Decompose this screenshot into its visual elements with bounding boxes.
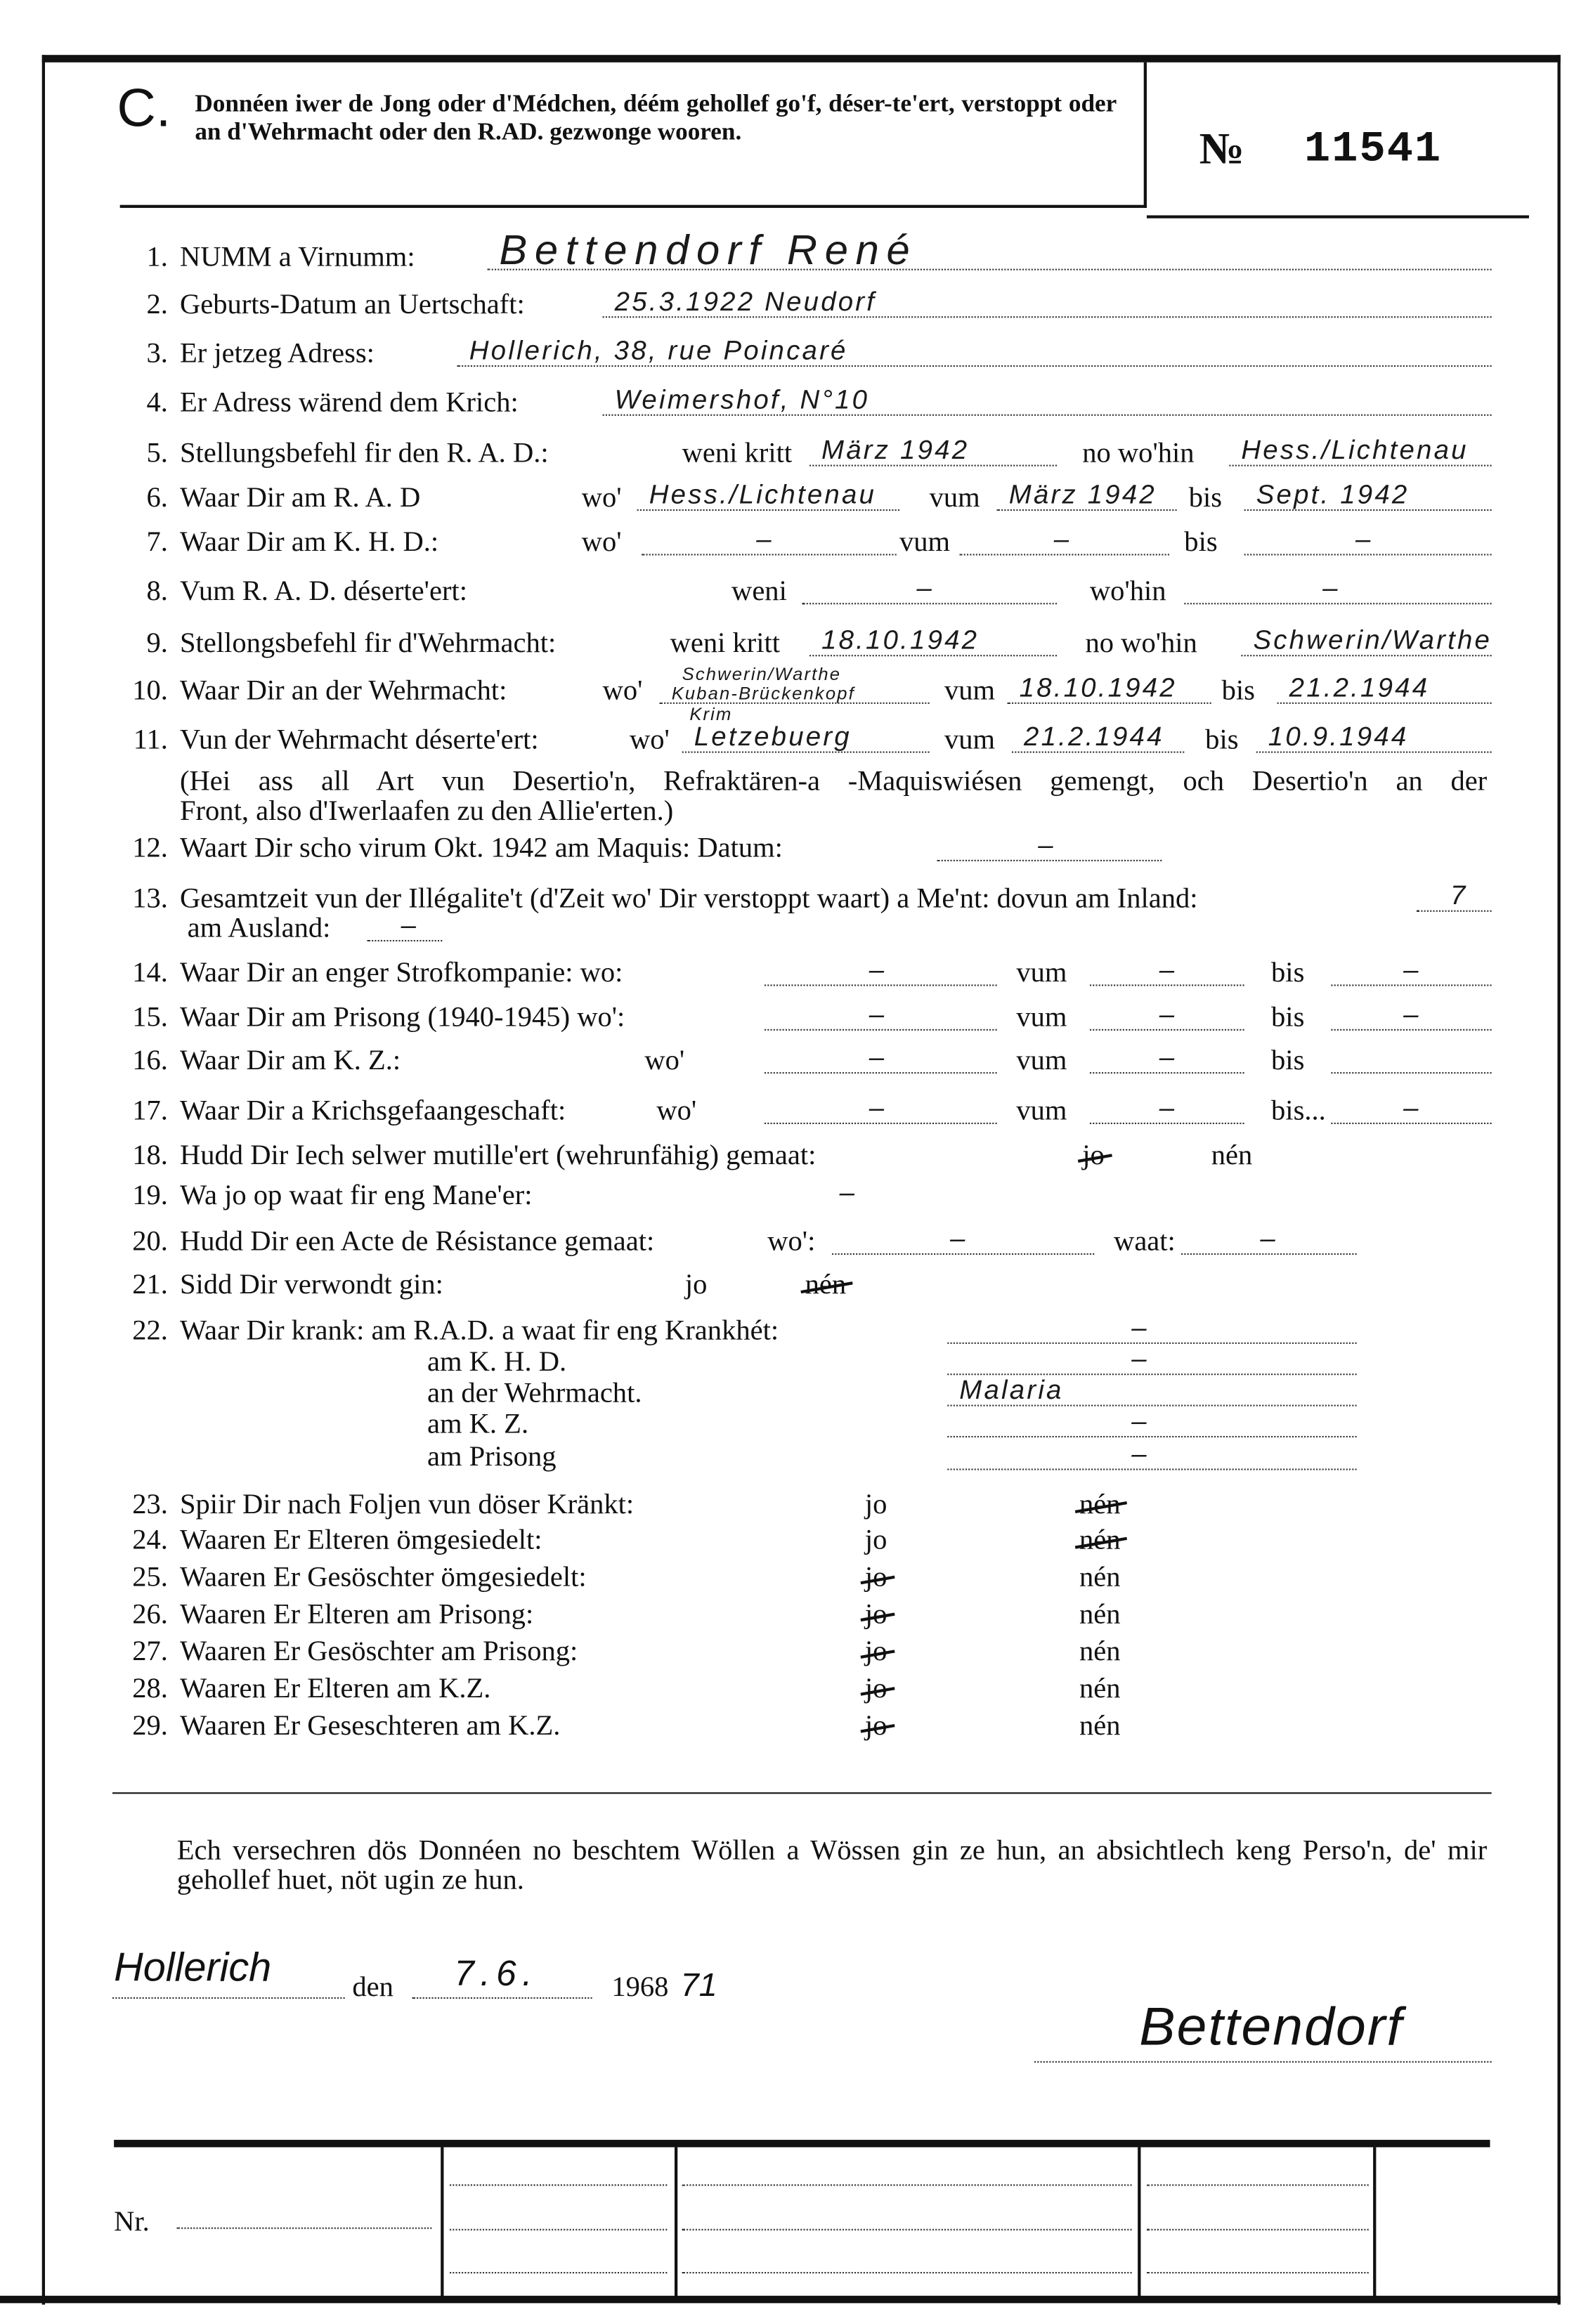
question-label: Waar Dir am K. H. D.:	[179, 527, 439, 559]
handwritten-answer: –	[869, 999, 887, 1029]
question-number: 29.	[132, 1710, 168, 1742]
handwritten-answer: –	[1131, 1312, 1149, 1343]
handwritten-answer: Schwerin/Warthe	[1253, 625, 1492, 655]
field-keyword: bis	[1271, 1045, 1305, 1077]
question-number: 24.	[132, 1525, 168, 1557]
question-label: am Prisong	[427, 1442, 557, 1473]
question-label: Spiir Dir nach Foljen vun döser Kränkt:	[179, 1489, 635, 1521]
year-handwritten: 71	[680, 1966, 717, 2004]
answer-field	[1181, 1253, 1357, 1255]
frame-top	[42, 55, 1561, 63]
question-number: 20.	[132, 1226, 168, 1258]
handwritten-answer: März 1942	[1008, 479, 1157, 509]
field-keyword: vum	[1016, 958, 1067, 989]
question-row	[0, 880, 1574, 917]
year-printed: 1968	[611, 1971, 669, 2004]
field-keyword: vum	[1016, 1045, 1067, 1077]
question-row	[0, 830, 1574, 866]
question-number: 25.	[132, 1562, 168, 1593]
question-label: Wa jo op waat fir eng Mane'er:	[179, 1180, 533, 1212]
field-keyword: vum	[944, 724, 996, 756]
footer-col-3	[1138, 2147, 1140, 2299]
question-number: 14.	[132, 958, 168, 989]
answer-field	[1244, 509, 1492, 511]
handwritten-answer: –	[1159, 1092, 1177, 1123]
question-row	[0, 1177, 1574, 1213]
handwritten-answer: 10.9.1944	[1268, 722, 1409, 752]
question-number: 19.	[132, 1180, 168, 1212]
question-row	[0, 1525, 1574, 1558]
answer-field	[1090, 1072, 1244, 1073]
answer-option-no: nén	[1079, 1599, 1121, 1631]
handwritten-answer: –	[1131, 1439, 1149, 1469]
question-number: 21.	[132, 1269, 168, 1301]
question-label: Sidd Dir verwondt gin:	[179, 1269, 443, 1301]
field-keyword: vum	[1016, 1095, 1067, 1128]
handwritten-answer: Hess./Lichtenau	[1241, 435, 1469, 465]
question-number: 7.	[146, 527, 168, 559]
field-keyword: bis	[1188, 482, 1223, 514]
section-divider	[112, 1792, 1492, 1794]
answer-field	[1090, 984, 1244, 986]
handwritten-answer: Sept. 1942	[1256, 479, 1410, 509]
footer-col-2	[675, 2147, 677, 2299]
field-keyword: bis	[1271, 1002, 1305, 1034]
answer-field	[1277, 703, 1492, 704]
question-label: Waar Dir krank: am R.A.D. a waat fir eng Krankhét:	[179, 1315, 779, 1347]
footer-field	[1147, 2229, 1369, 2231]
handwritten-answer: –	[869, 1092, 887, 1123]
question-number: 28.	[132, 1673, 168, 1705]
question-row	[0, 1092, 1574, 1129]
handwritten-answer: –	[1038, 830, 1055, 860]
question-label: Waaren Er Elteren am Prisong:	[179, 1599, 534, 1631]
answer-option-yes: jo	[865, 1636, 887, 1669]
footer-col-4	[1373, 2147, 1376, 2299]
question-row	[0, 1343, 1574, 1380]
answer-field	[1012, 752, 1184, 753]
answer-field	[457, 365, 1492, 367]
answer-field	[1090, 1123, 1244, 1124]
question-number: 18.	[132, 1140, 168, 1172]
field-keyword: bis	[1184, 527, 1218, 559]
footer-field	[682, 2229, 1132, 2231]
handwritten-answer: 7	[1450, 880, 1468, 910]
question-row	[0, 1042, 1574, 1078]
handwritten-answer: –	[839, 1177, 857, 1208]
question-row	[0, 724, 1574, 757]
declaration-text: Ech versechren dös Donnéen no beschtem Wöllen a Wössen gin ze hun, an absichtlech keng Perso'n, de' mir gehollef huet, nöt ugin ze hun.	[176, 1835, 1488, 1897]
question-number: 2.	[146, 289, 168, 321]
handwritten-annotation: Krim	[689, 703, 733, 725]
handwritten-answer: 18.10.1942	[1019, 672, 1177, 703]
question-number: 15.	[132, 1002, 168, 1034]
den-label: den	[352, 1971, 393, 2004]
field-keyword: wo'	[602, 675, 643, 707]
answer-field	[637, 509, 899, 511]
question-row	[0, 1711, 1574, 1744]
answer-field	[832, 1253, 1094, 1255]
handwritten-answer: –	[1403, 999, 1421, 1029]
question-label: am K. H. D.	[427, 1347, 567, 1378]
question-label: NUMM a Virnumm:	[179, 242, 415, 273]
footer-field	[450, 2272, 667, 2273]
field-keyword: bis	[1221, 675, 1255, 707]
footer-field	[1147, 2184, 1369, 2186]
handwritten-answer: 25.3.1922 Neudorf	[614, 286, 877, 317]
question-label: Waar Dir am R. A. D	[179, 482, 421, 514]
handwritten-answer: –	[756, 524, 774, 554]
question-label: Stellongsbefehl fir d'Wehrmacht:	[179, 628, 557, 660]
question-row	[0, 1312, 1574, 1349]
question-row	[0, 999, 1574, 1036]
handwritten-answer: Malaria	[959, 1375, 1064, 1405]
question-row	[0, 1673, 1574, 1706]
question-label: Waart Dir scho virum Okt. 1942 am Maquis: Datum:	[179, 833, 783, 865]
handwritten-answer: 21.2.1944	[1289, 672, 1430, 703]
question-label: Waaren Er Elteren am K.Z.	[179, 1673, 491, 1705]
question-label: Er Adress wärend dem Krich:	[179, 387, 519, 419]
answer-option-yes: jo	[865, 1673, 887, 1706]
field-keyword: weni kritt	[670, 628, 781, 660]
handwritten-answer: Hess./Lichtenau	[649, 479, 877, 509]
field-keyword: no wo'hin	[1082, 438, 1195, 469]
question-row	[0, 435, 1574, 471]
handwritten-answer: –	[401, 910, 419, 940]
handwritten-answer: –	[869, 955, 887, 985]
question-row	[0, 910, 1574, 946]
answer-option-no: nén	[1079, 1562, 1121, 1593]
answer-option-no: nén	[1079, 1673, 1121, 1705]
question-row	[0, 1599, 1574, 1632]
field-keyword: wo'	[581, 527, 622, 559]
answer-field	[765, 984, 997, 986]
frame-bottom	[0, 2296, 1561, 2304]
answer-field	[947, 1405, 1356, 1406]
answer-option-yes: jo	[865, 1599, 887, 1632]
answer-field	[809, 465, 1057, 466]
footer-field	[682, 2272, 1132, 2273]
answer-field	[368, 940, 443, 941]
header-rule-left	[120, 205, 1147, 207]
question-row	[0, 1489, 1574, 1522]
question-label: am Ausland:	[187, 913, 331, 945]
question-row	[0, 573, 1574, 609]
question-label: Stellungsbefehl fir den R. A. D.:	[179, 438, 549, 469]
handwritten-answer: Weimershof, N°10	[614, 384, 870, 414]
footer-table-top	[114, 2140, 1490, 2148]
answer-option-no: nén	[1079, 1710, 1121, 1742]
header-divider	[1144, 63, 1147, 208]
handwritten-answer: Bettendorf René	[499, 227, 918, 273]
answer-field	[682, 752, 930, 753]
handwritten-answer: –	[1131, 1343, 1149, 1374]
question-number: 17.	[132, 1095, 168, 1128]
question-label: Waar Dir an enger Strofkompanie: wo:	[179, 958, 623, 989]
handwritten-answer: Kuban-Brückenkopf	[671, 683, 855, 704]
section-title: Donnéen iwer de Jong oder d'Médchen, déém gehollef go'f, déser-te'ert, verstoppt oder an d'Wehrmacht oder den R.AD. gezwonge wooren.	[195, 89, 1117, 146]
field-keyword: bis	[1271, 958, 1305, 989]
question-row	[0, 625, 1574, 661]
answer-field	[1008, 703, 1211, 704]
question-label: Hudd Dir Iech selwer mutille'ert (wehrunfähig) gemaat:	[179, 1140, 817, 1172]
footer-field	[450, 2184, 667, 2186]
desertion-note-line-2: Front, also d'Iwerlaafen zu den Allie'erten.)	[179, 795, 674, 828]
answer-field	[1090, 1029, 1244, 1031]
answer-field	[603, 414, 1492, 416]
answer-field	[809, 655, 1057, 656]
question-number: 10.	[132, 675, 168, 707]
field-keyword: vum	[1016, 1002, 1067, 1034]
question-number: 16.	[132, 1045, 168, 1077]
footer-col-1	[441, 2147, 443, 2299]
field-keyword: vum	[944, 675, 996, 707]
handwritten-answer: –	[1159, 1042, 1177, 1073]
answer-option-no: nén	[1079, 1636, 1121, 1668]
question-number: 27.	[132, 1636, 168, 1668]
answer-field	[947, 1436, 1356, 1437]
signature-field	[1034, 2061, 1492, 2063]
question-number: 22.	[132, 1315, 168, 1347]
handwritten-answer: –	[1322, 573, 1340, 603]
question-number: 6.	[146, 482, 168, 514]
question-row	[0, 1269, 1574, 1303]
nr-label: Nr.	[114, 2206, 150, 2238]
answer-option-no: nén	[1211, 1140, 1253, 1172]
field-keyword: wo'	[644, 1045, 685, 1077]
answer-field	[603, 316, 1492, 318]
question-row	[0, 1406, 1574, 1442]
answer-field	[937, 860, 1162, 861]
field-keyword: waat:	[1114, 1226, 1176, 1258]
question-label: am K. Z.	[427, 1409, 529, 1441]
header-rule-right	[1147, 215, 1529, 217]
answer-field	[765, 1029, 997, 1031]
footer-field	[682, 2184, 1132, 2186]
handwritten-answer: 21.2.1944	[1024, 722, 1164, 752]
question-number: 5.	[146, 438, 168, 469]
question-number: 11.	[133, 724, 168, 756]
answer-field	[959, 554, 1169, 555]
question-label: Geburts-Datum an Uertschaft:	[179, 289, 525, 321]
question-label: Waaren Er Gesöschter am Prisong:	[179, 1636, 578, 1668]
answer-field	[642, 554, 897, 555]
handwritten-answer: –	[1131, 1406, 1149, 1436]
form-number: 11541	[1303, 124, 1443, 174]
question-row	[0, 524, 1574, 560]
field-keyword: weni kritt	[682, 438, 793, 469]
question-label: Waar Dir an der Wehrmacht:	[179, 675, 507, 707]
question-row	[0, 479, 1574, 516]
field-keyword: bis...	[1271, 1095, 1326, 1128]
field-keyword: wo'	[656, 1095, 697, 1128]
question-label: Waar Dir am K. Z.:	[179, 1045, 401, 1077]
question-label: Waaren Er Geseschteren am K.Z.	[179, 1710, 561, 1742]
handwritten-answer: –	[1403, 1092, 1421, 1123]
number-symbol: №	[1199, 124, 1244, 174]
answer-option-yes: jo	[864, 1525, 887, 1557]
question-label: Waar Dir a Krichsgefaangeschaft:	[179, 1095, 566, 1128]
nr-field	[177, 2228, 432, 2229]
field-keyword: wo'hin	[1089, 576, 1166, 608]
question-label: Vum R. A. D. déserte'ert:	[179, 576, 467, 608]
date-field	[412, 1997, 592, 1999]
handwritten-answer: März 1942	[821, 435, 970, 465]
answer-field	[1256, 752, 1492, 753]
question-number: 4.	[146, 387, 168, 419]
question-row	[0, 384, 1574, 421]
field-keyword: vum	[899, 527, 951, 559]
answer-field	[1241, 655, 1491, 656]
answer-field	[1331, 1072, 1491, 1073]
question-number: 9.	[146, 628, 168, 660]
field-keyword: wo'	[629, 724, 670, 756]
desertion-note-line-1: (Hei ass all Art vun Desertio'n, Refraktären-a -Maquiswiésen gemengt, och Desertio'n an der	[179, 766, 1488, 798]
question-label: Er jetzeg Adress:	[179, 338, 375, 370]
question-row	[0, 286, 1574, 322]
answer-field	[1331, 1123, 1491, 1124]
answer-option-yes: jo	[865, 1562, 887, 1595]
section-letter: C.	[117, 77, 171, 138]
question-label: an der Wehrmacht.	[427, 1378, 642, 1409]
question-label: Waaren Er Gesöschter ömgesiedelt:	[179, 1562, 587, 1593]
question-number: 8.	[146, 576, 168, 608]
question-label: Gesamtzeit vun der Illégalite't (d'Zeit wo' Dir verstoppt waart) a Me'nt: dovun am Inland:	[179, 883, 1198, 915]
answer-field	[765, 1123, 997, 1124]
question-number: 12.	[132, 833, 168, 865]
answer-field	[1244, 554, 1492, 555]
question-row	[0, 335, 1574, 372]
handwritten-answer: 18.10.1942	[821, 625, 980, 655]
field-keyword: no wo'hin	[1085, 628, 1197, 660]
field-keyword: wo'	[581, 482, 622, 514]
question-row	[0, 663, 1574, 725]
answer-option-yes: jo	[864, 1489, 887, 1521]
question-number: 13.	[132, 883, 168, 915]
handwritten-answer: –	[1403, 955, 1421, 985]
answer-field	[1331, 1029, 1491, 1031]
question-label: Hudd Dir een Acte de Résistance gemaat:	[179, 1226, 655, 1258]
question-label: Vun der Wehrmacht déserte'ert:	[179, 724, 539, 756]
question-row	[0, 1140, 1574, 1173]
question-row	[0, 1636, 1574, 1669]
answer-option-no: nén	[805, 1269, 847, 1303]
answer-option-yes: jo	[865, 1711, 887, 1744]
footer-field	[1147, 2272, 1369, 2273]
answer-option-no: nén	[1079, 1525, 1121, 1558]
field-keyword: vum	[929, 482, 980, 514]
field-keyword: weni	[731, 576, 787, 608]
answer-field	[1417, 910, 1492, 912]
handwritten-answer: –	[1159, 955, 1177, 985]
question-row	[0, 227, 1574, 275]
footer-field	[450, 2229, 667, 2231]
question-row	[0, 1223, 1574, 1260]
handwritten-annotation: Schwerin/Warthe	[682, 663, 842, 685]
answer-field	[947, 1343, 1356, 1344]
question-row	[0, 1375, 1574, 1411]
question-row	[0, 1439, 1574, 1475]
question-row	[0, 1562, 1574, 1595]
field-keyword: bis	[1205, 724, 1239, 756]
question-label: Waaren Er Elteren ömgesiedelt:	[179, 1525, 542, 1557]
question-number: 3.	[146, 338, 168, 370]
handwritten-answer: –	[949, 1223, 968, 1253]
signature: Bettendorf	[1139, 1995, 1404, 2057]
answer-field	[1229, 465, 1491, 466]
question-number: 1.	[146, 242, 168, 273]
handwritten-answer: –	[1260, 1223, 1277, 1253]
handwritten-answer: –	[1355, 524, 1373, 554]
answer-option-yes: jo	[684, 1269, 708, 1301]
handwritten-answer: –	[916, 573, 935, 603]
question-row	[0, 955, 1574, 991]
answer-option-yes: jo	[1082, 1140, 1105, 1173]
question-label: Waar Dir am Prisong (1940-1945) wo':	[179, 1002, 625, 1034]
question-number: 23.	[132, 1489, 168, 1521]
answer-field	[802, 603, 1057, 604]
answer-field	[765, 1072, 997, 1073]
question-number: 26.	[132, 1599, 168, 1631]
answer-field	[997, 509, 1177, 511]
handwritten-answer: –	[869, 1042, 887, 1073]
handwritten-answer: Hollerich, 38, rue Poincaré	[469, 335, 848, 365]
answer-option-no: nén	[1079, 1489, 1121, 1522]
handwritten-answer: Letzebuerg	[694, 722, 852, 752]
date-handwritten: 7.6.	[454, 1954, 538, 1995]
handwritten-answer: –	[1159, 999, 1177, 1029]
field-keyword: wo':	[767, 1226, 816, 1258]
answer-field	[1184, 603, 1491, 604]
place-field	[112, 1997, 345, 1999]
place-handwritten: Hollerich	[114, 1945, 272, 1990]
answer-field	[1331, 984, 1491, 986]
handwritten-answer: –	[1053, 524, 1072, 554]
answer-field	[947, 1468, 1356, 1470]
